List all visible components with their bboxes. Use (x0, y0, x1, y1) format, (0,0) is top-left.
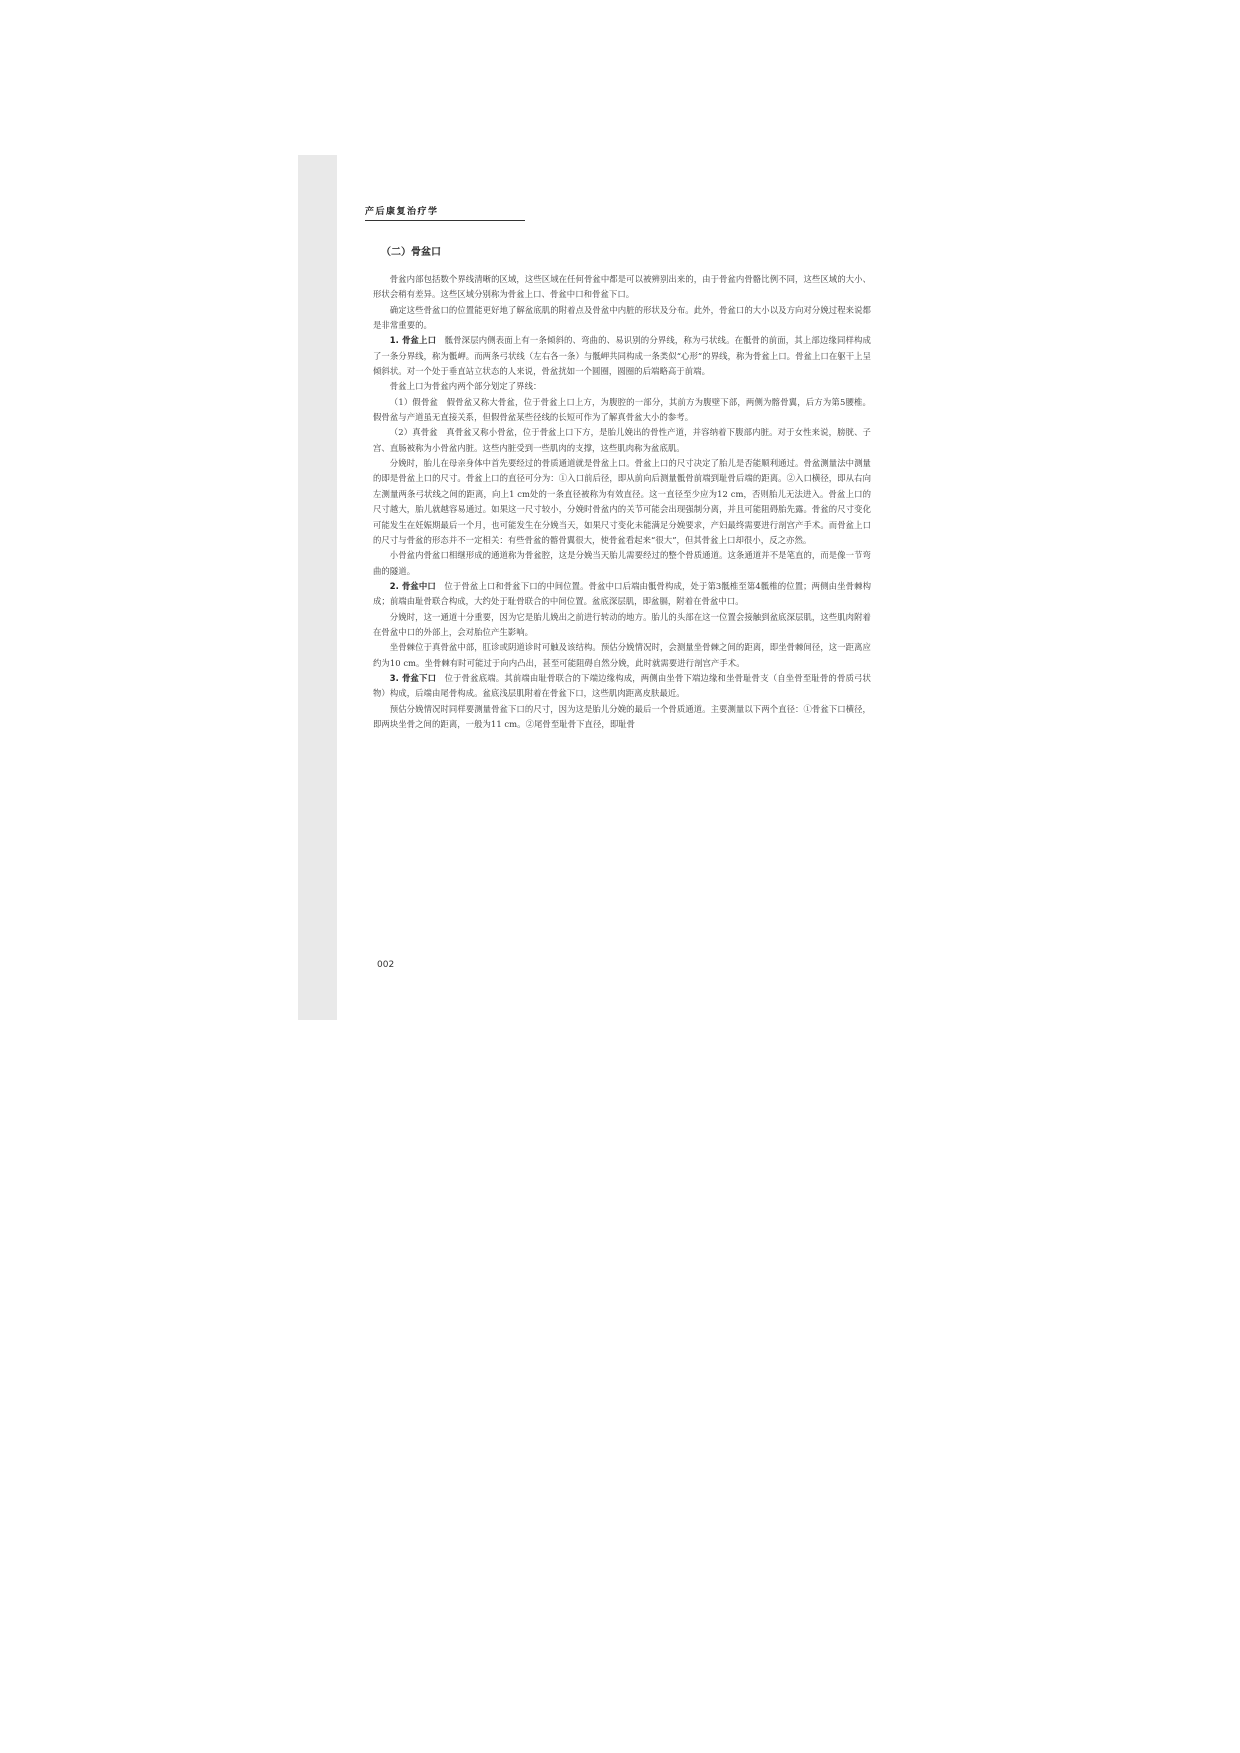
paragraph-list (373, 272, 871, 732)
page-side-band (298, 155, 337, 1020)
body-paragraph (373, 333, 871, 379)
paragraph-text: 坐骨棘位于真骨盆中部，肛诊或阴道诊时可触及该结构。预估分娩情况时，会测量坐骨棘之间的距离，即坐骨棘间径，这一距离应约为10 cm。坐骨棘有时可能过于向内凸出，甚至可能阻碍自然分娩，此时就需要进行剖宫产手术。 (373, 642, 871, 668)
paragraph-label: 3. 骨盆下口 (389, 672, 437, 683)
paragraph-text: 分娩时，这一通道十分重要，因为它是胎儿娩出之前进行转动的地方。胎儿的头部在这一位置会接触到盆底深层肌，这些肌肉附着在骨盆中口的外部上，会对胎位产生影响。 (373, 611, 871, 637)
paragraph-text: 预估分娩情况时同样要测量骨盆下口的尺寸，因为这是胎儿分娩的最后一个骨质通道。主要测量以下两个直径：①骨盆下口横径，即两块坐骨之间的距离，一般为11 cm。②尾骨至耻骨下直径，即耻骨 (373, 703, 871, 729)
body-paragraph (373, 456, 871, 548)
paragraph-text: 位于骨盆上口和骨盆下口的中间位置。骨盆中口后端由骶骨构成，处于第3骶椎至第4骶椎的位置；两侧由坐骨棘构成；前端由耻骨联合构成，大约处于耻骨联合的中间位置。盆底深层肌，即盆膈，附着在骨盆中口。 (373, 580, 872, 607)
paragraph-text: 分娩时，胎儿在母亲身体中首先要经过的骨质通道就是骨盆上口。骨盆上口的尺寸决定了胎儿是否能顺利通过。骨盆测量法中测量的即是骨盆上口的尺寸。骨盆上口的直径可分为：①入口前后径，即从前向后测量骶骨前端到耻骨后端的距离。②入口横径，即从右向左测量两条弓状线之间的距离，向上1 cm处的一条直径被称为有效直径。这一直径至少应为12 cm，否则胎儿无法进入。骨盆上口的尺寸越大，胎儿就越容易通过。如果这一尺寸较小，分娩时骨盆内的关节可能会出现强制分离，并且可能阻碍胎先露。骨盆的尺寸变化可能发生在妊娠期最后一个月，也可能发生在分娩当天，如果尺寸变化未能满足分娩要求，产妇最终需要进行剖宫产手术。而骨盆上口的尺寸与骨盆的形态并不一定相关：有些骨盆的髂骨翼很大，使骨盆看起来“很大”，但其骨盆上口却很小，反之亦然。 (373, 458, 871, 545)
body-paragraph (373, 548, 871, 579)
body-paragraph (373, 579, 871, 610)
paragraph-text: （1）假骨盆 假骨盆又称大骨盆，位于骨盆上口上方，为腹腔的一部分，其前方为腹壁下部，两侧为髂骨翼，后方为第5腰椎。假骨盆与产道虽无直接关系，但假骨盆某些径线的长短可作为了解真骨盆大小的参考。 (373, 396, 871, 423)
body-paragraph (373, 610, 871, 641)
section-heading: （二）骨盆口 (381, 247, 441, 258)
body-paragraph (373, 640, 871, 671)
body-paragraph (373, 272, 871, 303)
body-paragraph (373, 379, 871, 394)
paragraph-text: 确定这些骨盆口的位置能更好地了解盆底肌的附着点及骨盆中内脏的形状及分布。此外，骨盆口的大小以及方向对分娩过程来说都是非常重要的。 (373, 304, 871, 331)
running-head: 产后康复治疗学 (365, 204, 525, 221)
book-page (337, 155, 897, 1020)
body-paragraph (373, 395, 871, 426)
body-paragraph (373, 425, 871, 456)
paragraph-text: 小骨盆内骨盆口相继形成的通道称为骨盆腔，这是分娩当天胎儿需要经过的整个骨质通道。这条通道并不是笔直的，而是像一节弯曲的隧道。 (373, 550, 871, 576)
paragraph-label: 2. 骨盆中口 (389, 580, 436, 591)
body-paragraph (373, 702, 871, 733)
paragraph-label: 1. 骨盆上口 (389, 335, 437, 346)
paragraph-text: （2）真骨盆 真骨盆又称小骨盆，位于骨盆上口下方，是胎儿娩出的骨性产道，并容纳着下腹部内脏。对于女性来说，膀胱、子宫、直肠被称为小骨盆内脏。这些内脏受到一些肌肉的支撑，这些肌肉称为盆底肌。 (373, 427, 871, 453)
body-paragraph (373, 303, 871, 334)
paragraph-text: 骨盆内部包括数个界线清晰的区域，这些区域在任何骨盆中都是可以被辨别出来的，由于骨盆内骨骼比例不同，这些区域的大小、形状会稍有差异。这些区域分别称为骨盆上口、骨盆中口和骨盆下口。 (373, 274, 871, 300)
paragraph-text: 骨盆上口为骨盆内两个部分划定了界线： (389, 381, 542, 392)
paragraph-text: 骶骨深层内侧表面上有一条倾斜的、弯曲的、易识别的分界线，称为弓状线。在骶骨的前面，其上部边缘同样构成了一条分界线，称为骶岬。而两条弓状线（左右各一条）与骶岬共同构成一条类似“心形”的界线，称为骨盆上口。骨盆上口在躯干上呈倾斜状。对一个处于垂直站立状态的人来说，骨盆扰如一个圆圈，圆圈的后端略高于前端。 (373, 335, 871, 377)
body-paragraph (373, 671, 871, 702)
page-number: 002 (377, 960, 395, 970)
paragraph-text: 位于骨盆底端。其前端由耻骨联合的下端边缘构成，两侧由坐骨下端边缘和坐骨耻骨支（自坐骨至耻骨的骨质弓状物）构成，后端由尾骨构成。盆底浅层肌附着在骨盆下口，这些肌肉距离皮肤最近。 (373, 672, 871, 699)
page-body (373, 246, 871, 732)
